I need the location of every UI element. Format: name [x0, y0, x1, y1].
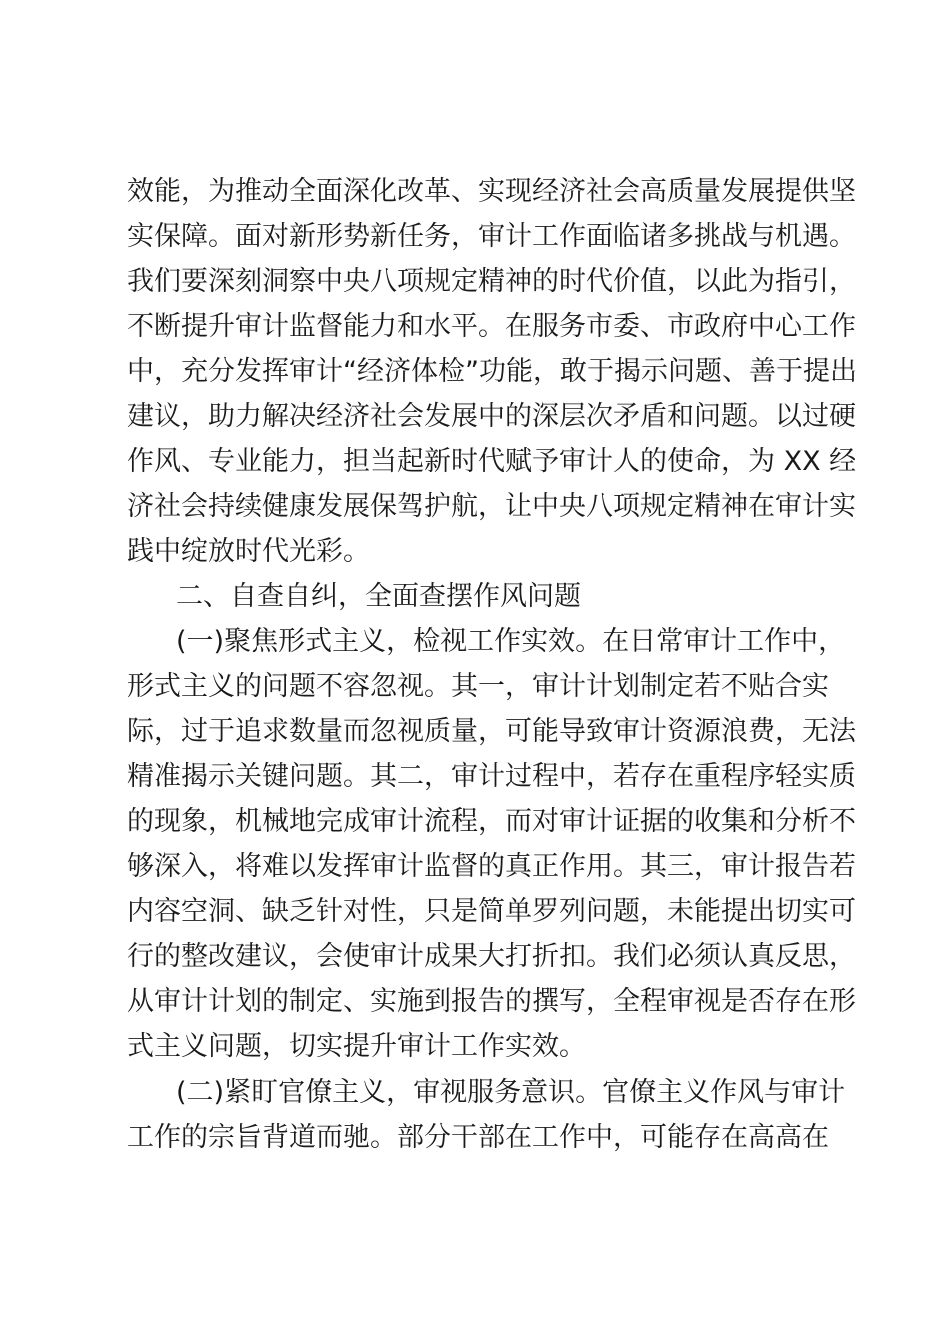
- text-line: 够深入，将难以发挥审计监督的真正作用。其三，审计报告若: [127, 851, 856, 882]
- text-line: 内容空洞、缺乏针对性，只是简单罗列问题，未能提出切实可: [127, 896, 856, 927]
- text-line: 实保障。面对新形势新任务，审计工作面临诸多挑战与机遇。: [127, 221, 856, 252]
- text-line: 作风、专业能力，担当起新时代赋予审计人的使命，为 XX 经: [127, 446, 857, 477]
- text-line: 形式主义的问题不容忽视。其一，审计计划制定若不贴合实: [127, 671, 829, 702]
- text-line: 从审计计划的制定、实施到报告的撰写，全程审视是否存在形: [127, 986, 856, 1017]
- text-line: 工作的宗旨背道而驰。部分干部在工作中，可能存在高高在: [127, 1122, 829, 1153]
- text-line: 效能，为推动全面深化改革、实现经济社会高质量发展提供坚: [127, 176, 856, 207]
- text-line: 建议，助力解决经济社会发展中的深层次矛盾和问题。以过硬: [127, 401, 856, 432]
- text-line: 中，充分发挥审计“经济体检”功能，敢于揭示问题、善于提出: [127, 356, 857, 387]
- text-line: 不断提升审计监督能力和水平。在服务市委、市政府中心工作: [127, 311, 856, 342]
- text-line: (一)聚焦形式主义，检视工作实效。在日常审计工作中，: [176, 626, 846, 657]
- text-line: 式主义问题，切实提升审计工作实效。: [127, 1031, 586, 1062]
- text-line: 际，过于追求数量而忽视质量，可能导致审计资源浪费，无法: [127, 716, 856, 747]
- text-line: 济社会持续健康发展保驾护航，让中央八项规定精神在审计实: [127, 491, 856, 522]
- text-line: 的现象，机械地完成审计流程，而对审计证据的收集和分析不: [127, 806, 856, 837]
- text-line: 精准揭示关键问题。其二，审计过程中，若存在重程序轻实质: [127, 761, 856, 792]
- text-line: 行的整改建议，会使审计成果大打折扣。我们必须认真反思，: [127, 941, 856, 972]
- text-line: 我们要深刻洞察中央八项规定精神的时代价值，以此为指引，: [127, 266, 856, 297]
- section-heading: 二、自查自纠，全面查摆作风问题: [176, 581, 581, 612]
- text-line: (二)紧盯官僚主义，审视服务意识。官僚主义作风与审计: [176, 1077, 846, 1108]
- text-line: 践中绽放时代光彩。: [127, 536, 370, 567]
